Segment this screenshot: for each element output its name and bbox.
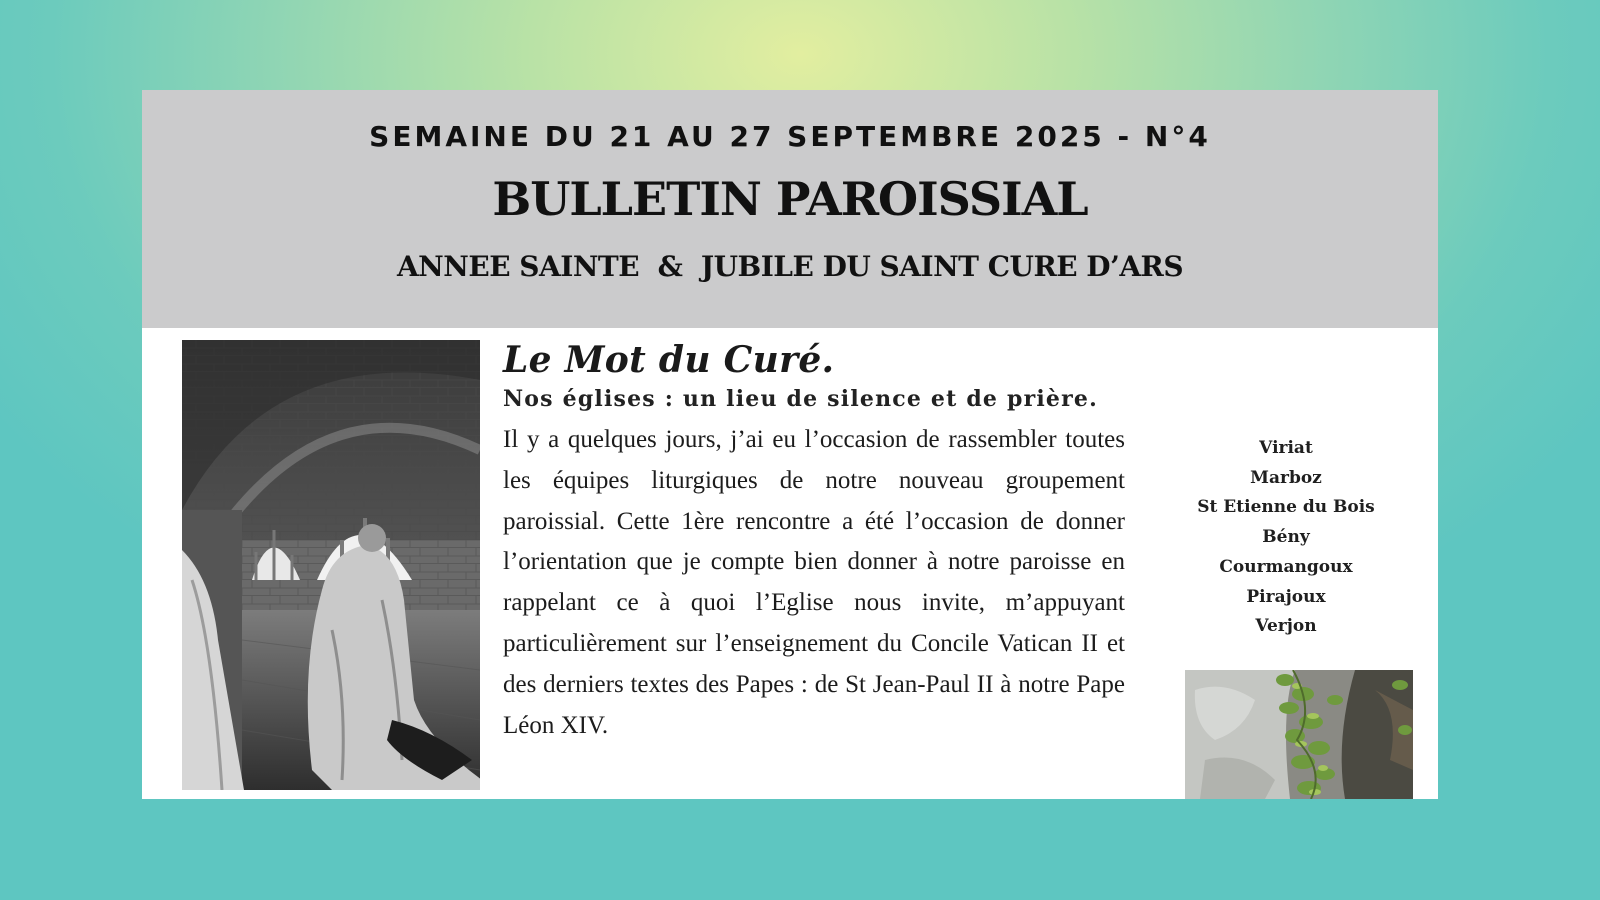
parish-item: Marboz [1250, 467, 1322, 488]
parish-item: Viriat [1259, 438, 1313, 458]
bulletin-header [142, 90, 1438, 328]
parish-item: Bény [1262, 527, 1310, 548]
parish-item: Pirajoux [1246, 586, 1326, 607]
parish-list [1170, 434, 1402, 642]
monks-praying-photo [182, 340, 480, 790]
parish-item: St Etienne du Bois [1197, 497, 1375, 518]
parish-item: Courmangoux [1219, 556, 1353, 577]
ivy-rock-photo [1185, 670, 1413, 799]
bulletin-page [142, 90, 1438, 799]
bulletin-title: BULLETIN PAROISSIAL [492, 172, 1088, 226]
parish-item: Verjon [1255, 616, 1317, 637]
article-heading: Nos églises : un lieu de silence et de prière. [503, 386, 1098, 412]
week-line: SEMAINE DU 21 AU 27 SEPTEMBRE 2025 - N°4 [369, 120, 1211, 153]
cure-article [503, 338, 1125, 746]
article-body: Il y a quelques jours, j’ai eu l’occasion de rassembler toutes les équipes liturgiques de notre nouveau groupement paroissial. Cette 1ère rencontre a été l’occasion de donner l’orientation que je compte bien donner à notre paroisse en rappelant ce à quoi l’Eglise nous invite, m’appuyant particulièrement sur l’enseignement du Concile Vatican II et des derniers textes des Papes : de St Jean-Paul II à notre Pape Léon XIV. [503, 426, 1125, 739]
bulletin-subtitle: ANNEE SAINTE & JUBILE DU SAINT CURE D’ARS [396, 250, 1184, 283]
article-rubric: Le Mot du Curé. [503, 339, 835, 381]
